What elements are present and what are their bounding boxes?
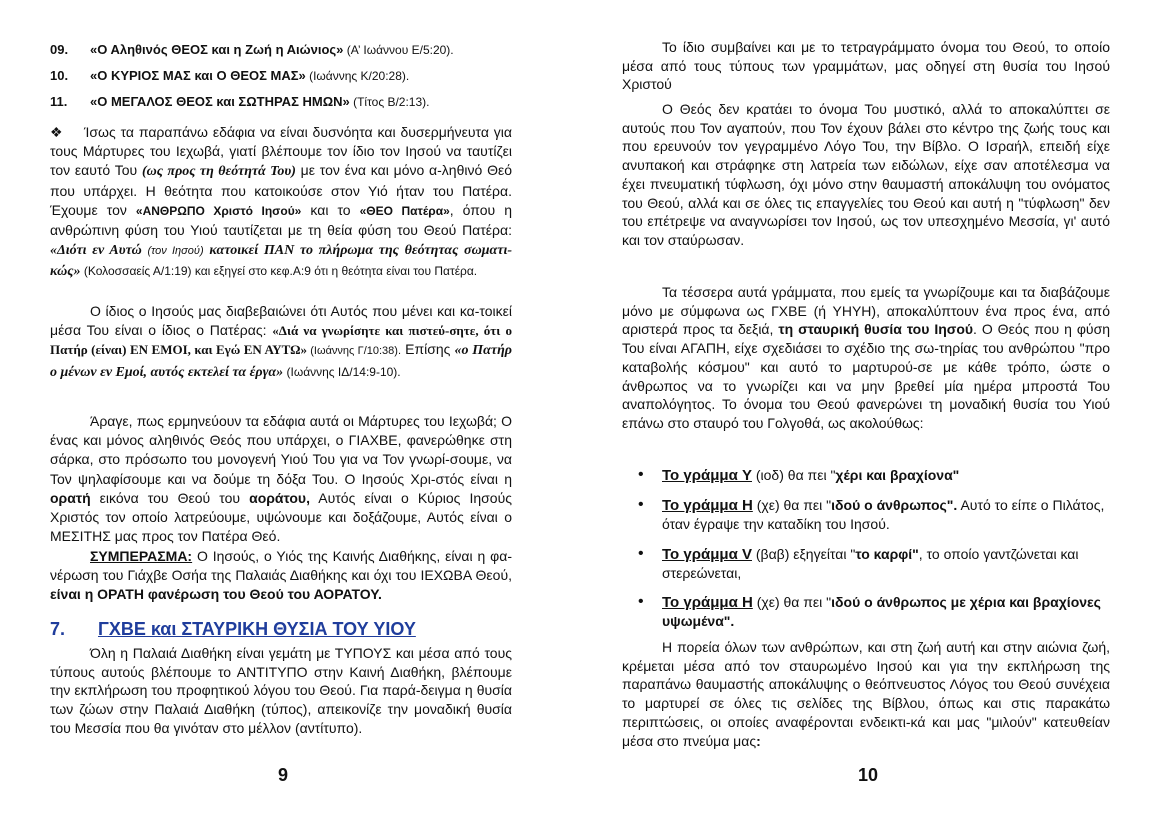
list-item-letter-vav: • Το γράμμα V (βαβ) εξηγείται "το καρφί", το οποίο γαντζώνεται και στερεώνεται, [638, 545, 1079, 581]
item-title: «Ο Αληθινός ΘΕΟΣ και η Ζωή η Αιώνιος» [90, 42, 344, 57]
paragraph-jesus-assurance: Ο ίδιος ο Ιησούς μας διαβεβαιώνει ότι Αυτός που μένει και κα-τοικεί μέσα Του είναι ο ίδιος ο Πατέρας: «Διά να γνωρίσητε και πιστεύ-σητε, ότι ο Πατήρ (είναι) ΕΝ ΕΜΟΙ, και Εγώ ΕΝ ΑΥΤΩ» (Ιωάννης Γ/10:38). Επίσης «ο Πατήρ ο μένων εν Εμοί, αυτός εκτελεί τα έργα» (Ιωάννης ΙΔ/14:9-10). [50, 303, 512, 380]
section-number: 7. [50, 619, 66, 639]
bullet-icon: • [638, 466, 644, 483]
item-number: 11. [50, 94, 68, 109]
list-item-11 [50, 94, 429, 109]
paragraph-four-letters: Τα τέσσερα αυτά γράμματα, που εμείς τα γνωρίζουμε και τα διαβάζουμε μόνο με σύμφωνα ως ΓΧΒΕ (ή ΥΗΥΗ), αποκαλύπτουν ένα προς ένα, από αριστερά προς τα δεξιά, τη σταυρική θυσία του Ιησού. Ο Θεός που η φύση Του είναι ΑΓΑΠΗ, είχε σχεδιάσει το σχέδιο της σω-τηρίας του ανθρώπου "προ καταβολής κόσμου" και αυτό το μαρτυρού-σε με κάθε τρόπο, ώστε ο άνθρωπος να το γνωρίζει και να μην βρεθεί μία ημέρα μπροστά Του αναπολόγητος. Το όνομα του Θεού φανερώνει τη μοναδική θυσία του Υιού επάνω στο σταυρό του Γολγοθά, ως ακολούθως: [622, 284, 1110, 431]
page-number-right: 10 [858, 765, 879, 785]
item-reference: (Α’ Ιωάννου Ε/5:20). [343, 43, 454, 57]
diamond-icon: ❖ [50, 124, 63, 140]
paragraph-crucified: Η πορεία όλων των ανθρώπων, και στη ζωή αυτή και στην αιώνια ζωή, κρέμεται μέσα από τον σταυρωμένο Ιησού και για την εκπλήρωση της παραπάνω θαυμαστής αποκάλυψης ο θεόπνευστος Λόγος του Θεού συνέχεια το μαρτυρεί σε όλες τις σελίδες της Βίβλου, όπως και στις παρακάτω περιπτώσεις, οι οποίες αναφέρονται ενδεικτι-κά και μας "μιλούν" κατευθείαν μέσα στο πνεύμα μας: [622, 639, 1110, 749]
item-title: «Ο ΚΥΡΙΟΣ ΜΑΣ και Ο ΘΕΟΣ ΜΑΣ» [90, 68, 306, 83]
paragraph-conclusion: ΣΥΜΠΕΡΑΣΜΑ: Ο Ιησούς, ο Υιός της Καινής Διαθήκης, είναι η φα-νέρωση του Γιάχβε Οσήα της Παλαιάς Διαθήκης και όχι του ΙΕΧΩΒΑ Θεού, είναι η ΟΡΑΤΗ φανέρωση του Θεού του ΑΟΡΑΤΟΥ. [50, 548, 512, 603]
paragraph-interpretation: ❖ Ίσως τα παραπάνω εδάφια να είναι δυσνόητα και δυσερμήνευτα για τους Μάρτυρες του Ιεχωβά, γιατί βλέπουμε τον ίδιο τον Ιησού να ταυτίζει τον εαυτό Του (ως προς τη θεότητά Του) με τον ένα και μόνο α-ληθινό Θεό που υπάρχει. Η θεότητα που κατοικούσε στον Υιό ήταν του Πατέρα. Έχουμε τον «ΑΝΘΡΩΠΟ Χριστό Ιησού» και το «ΘΕΟ Πατέρα», όπου η ανθρώπινη φύση του Υιού ταυτίζεται με τη θεία φύση του Θεού Πατέρα: «Διότι εν Αυτώ (τον Ιησού) κατοικεί ΠΑΝ το πλήρωμα της θεότητας σωματι-κώς» (Κολοσσαείς Α/1:19) και εξηγεί στο κεφ.Α:9 ότι η θεότητα είναι του Πατέρα. [50, 124, 513, 280]
page-right [622, 0, 1110, 826]
paragraph-revelation: Ο Θεός δεν κρατάει το όνομα Του μυστικό, αλλά το αποκαλύπτει σε αυτούς που Τον αγαπούν, που Τον έχουν βάλει στο κέντρο της ζωής τους και που ερευνούν τον γεγραμμένο Λόγο Του, την Βίβλο. Ο Ισραήλ, επειδή είχε ανυπακοή και στράφηκε στη λατρεία των ειδώλων, είχε σαν αποτέλεσμα να έχει πνευματική τύφλωση, όχι μόνο στην θαυμαστή αποκάλυψη του ονόματος του Θεού, αλλά και σε όλες τις επαγγελίες του Θεού και αυτή η "τύφλωση" δεν του επέτρεψε να αναγνωρίσει τον Ιησού, ως τον υπεσχημένο Μεσσία, γι' αυτό και τον σταύρωσαν. [622, 101, 1110, 248]
paragraph-old-testament: Όλη η Παλαιά Διαθήκη είναι γεμάτη με ΤΥΠΟΥΣ και μέσα από τους τύπους αυτούς βλέπουμε το ΑΝΤΙΤΥΠΟ στην Καινή Διαθήκη, βλέπουμε την εκπλήρωση του προφητικού λόγου του Θεού. Για παρά-δειγμα η θυσία των ζώων στην Παλαιά Διαθήκη (τύπος), απεικονίζε την μοναδική θυσία του Μεσσία που θα γινόταν στο μέλλον (αντίτυπο). [50, 645, 512, 736]
item-number: 09. [50, 42, 69, 57]
list-item-letter-he-2: • Το γράμμα H (χε) θα πει "ιδού ο άνθρωπος με χέρια και βραχίονες υψωμένα". [638, 593, 1101, 629]
page-number-left: 9 [278, 765, 289, 785]
bullet-icon: • [638, 496, 644, 513]
item-title: «Ο ΜΕΓΑΛΟΣ ΘΕΟΣ και ΣΩΤΗΡΑΣ ΗΜΩΝ» [90, 94, 350, 109]
bullet-icon: • [638, 545, 644, 562]
section-heading [50, 619, 416, 640]
list-item-09 [50, 42, 454, 57]
paragraph-tetragrammaton: Το ίδιο συμβαίνει και με το τετραγράμματο όνομα του Θεού, το οποίο μέσα από τους τύπους των γραμμάτων, μας οδηγεί στη θυσία του Ιησού Χριστού [622, 39, 1110, 93]
paragraph-question: Άραγε, πως ερμηνεύουν τα εδάφια αυτά οι Μάρτυρες του Ιεχωβά; Ο ένας και μόνος αληθινός Θεός που υπάρχει, ο ΓΙΑΧΒΕ, φανερώθηκε στη σάρκα, στο πρόσωπο του μονογενή Υιού Του για να Τον γνωρί-σουμε, να Τον ψηλαφίσουμε και να δούμε τη δόξα Του. Ο Ιησούς Χρι-στός είναι η ορατή εικόνα του Θεού του αοράτου, Αυτός είναι ο Κύριος Ιησούς Χριστός τον οποίο λατρεύουμε, υψώνουμε και δοξάζουμε, Αυτός είναι ο ΜΕΣΙΤΗΣ μας προς τον Πατέρα Θεό. [50, 413, 512, 545]
list-item-letter-yod: • Το γράμμα Y (ιοδ) θα πει "χέρι και βραχίονα" [638, 466, 960, 484]
item-number: 10. [50, 68, 69, 83]
item-reference: (Ιωάννης Κ/20:28). [305, 69, 410, 83]
list-item-10 [50, 68, 409, 83]
bullet-icon: • [638, 593, 644, 610]
item-reference: (Τίτος Β/2:13). [349, 95, 430, 109]
page-left [50, 0, 512, 826]
section-title: ΓΧΒΕ και ΣΤΑΥΡΙΚΗ ΘΥΣΙΑ ΤΟΥ ΥΙΟΥ [98, 619, 416, 639]
list-item-letter-he: • Το γράμμα H (χε) θα πει "ιδού ο άνθρωπος". Αυτό το είπε ο Πιλάτος, όταν έγραψε την καταδίκη του Ιησού. [638, 496, 1105, 532]
